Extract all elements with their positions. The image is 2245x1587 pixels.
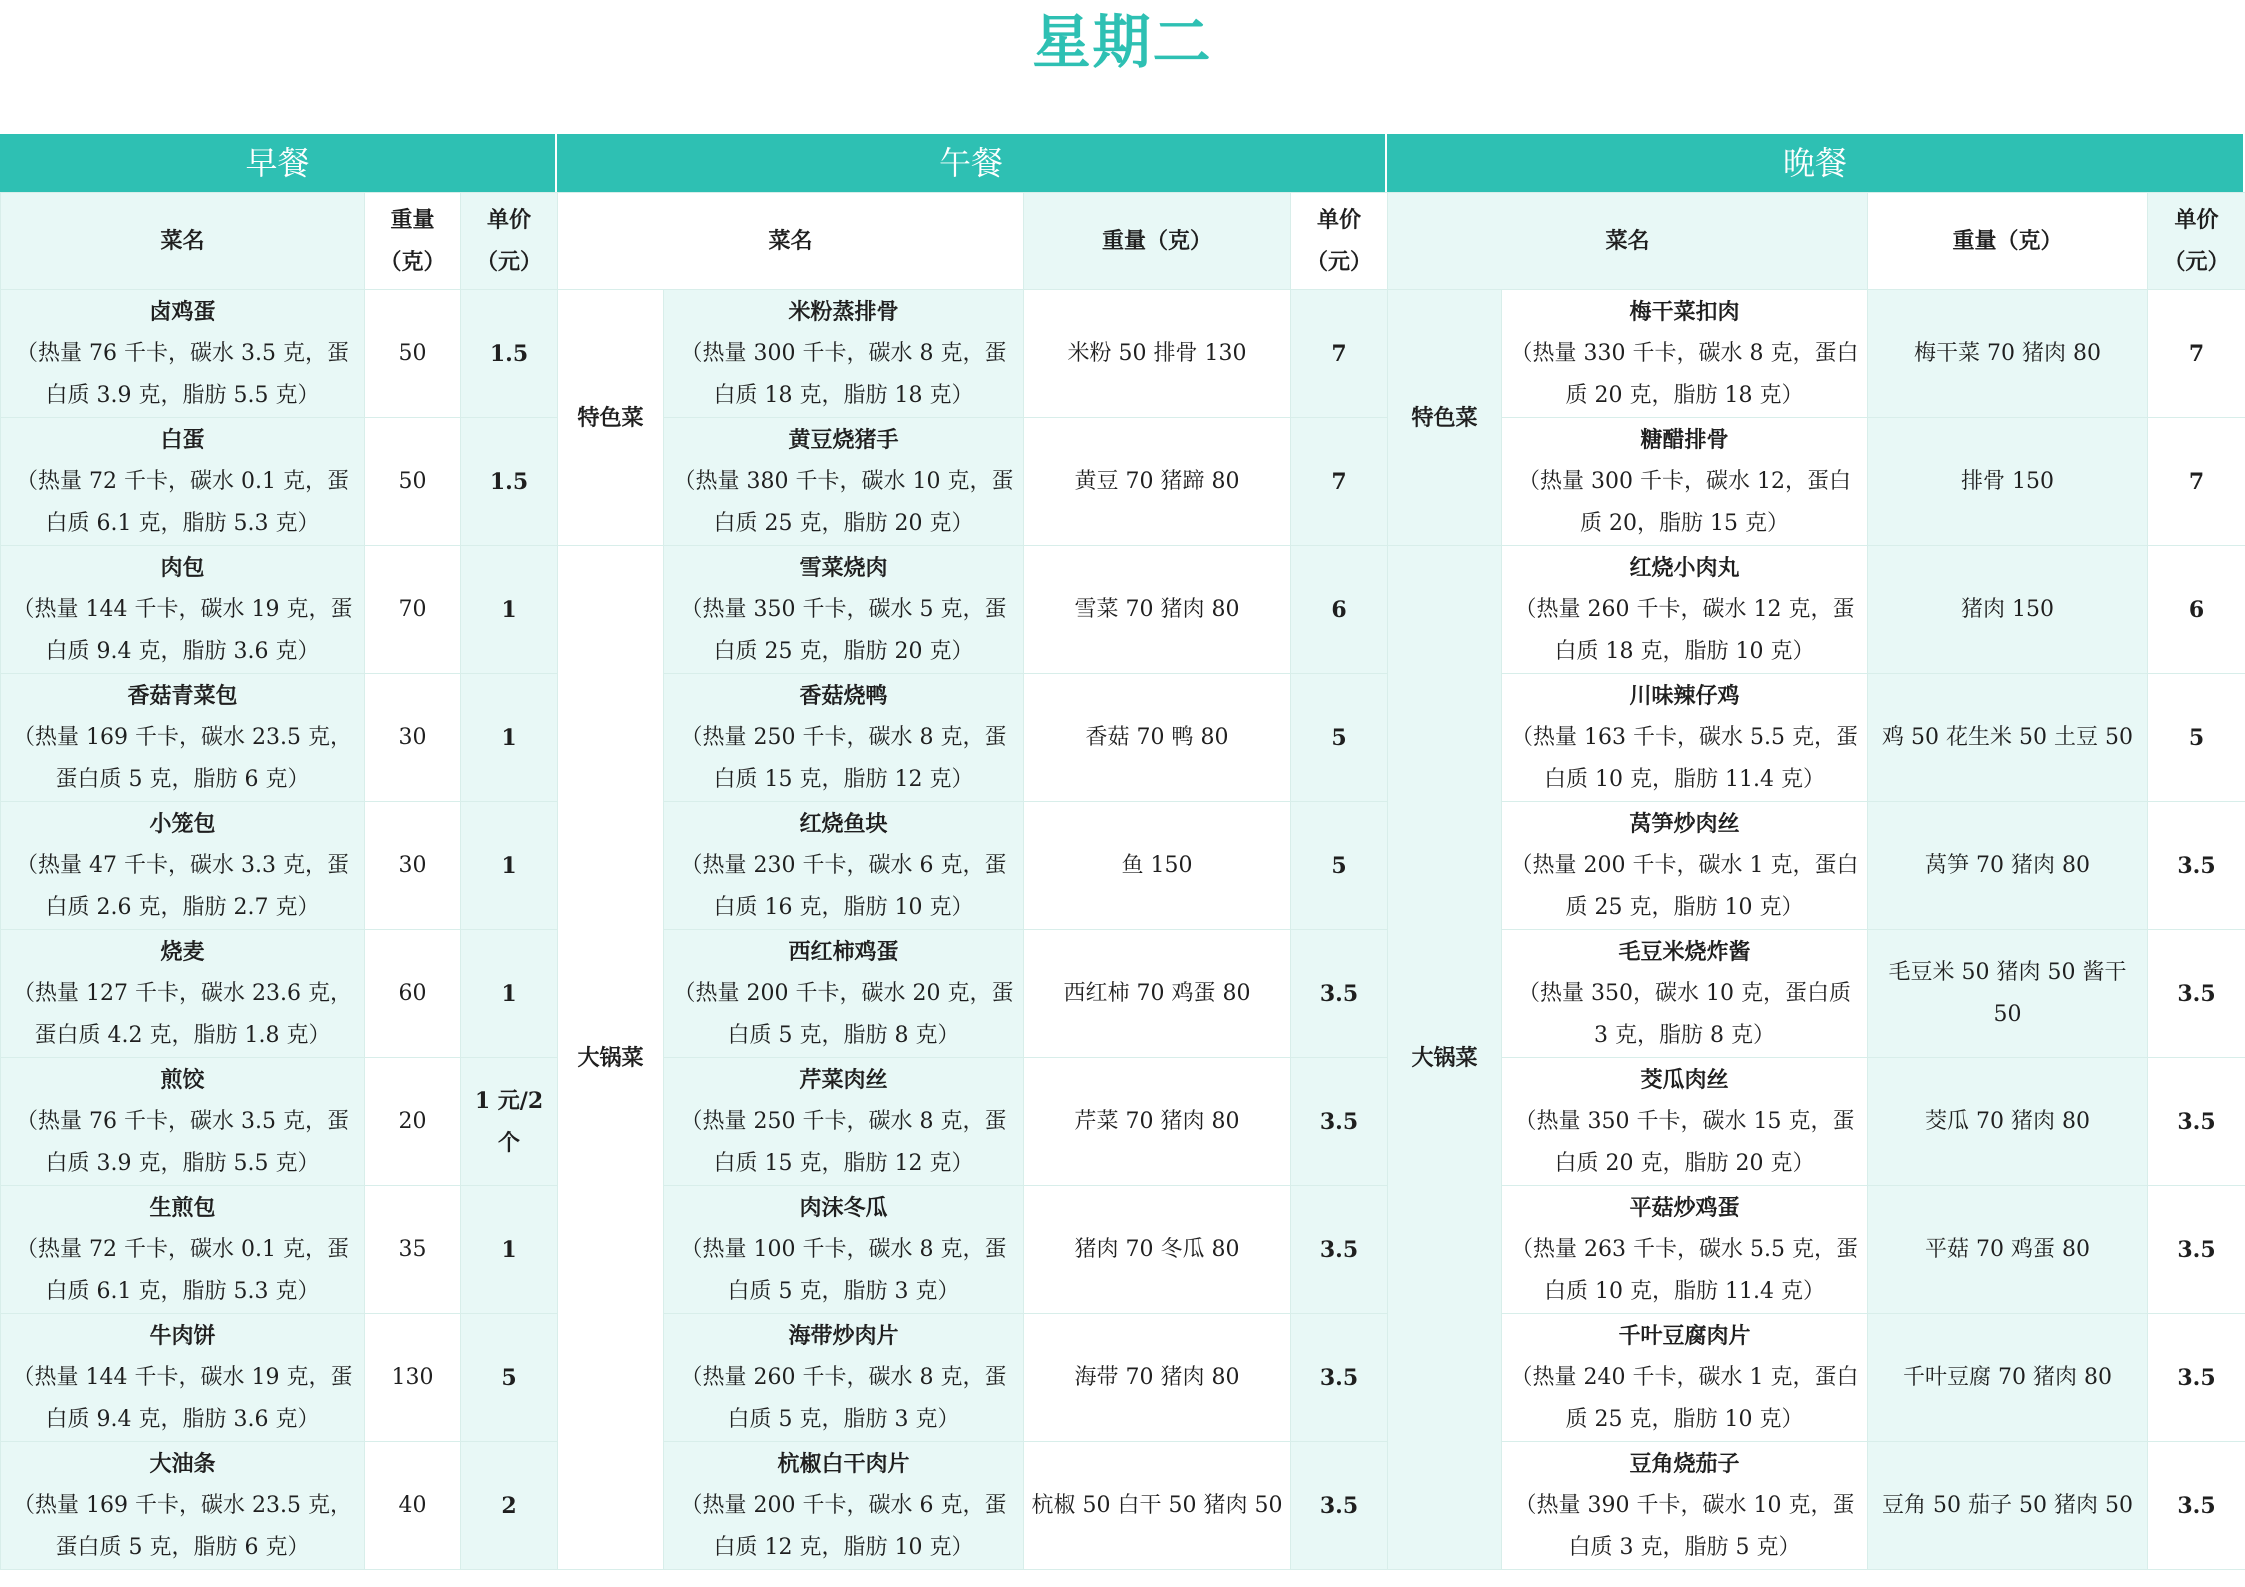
weight-cell: 猪肉 70 冬瓜 80 — [1024, 1186, 1291, 1314]
price-cell: 1.5 — [461, 290, 558, 418]
dish-nutrition: （热量 240 千卡，碳水 1 克，蛋白质 25 克，脂肪 10 克） — [1510, 1364, 1859, 1432]
table-row — [558, 1058, 1388, 1186]
weight-cell: 50 — [365, 290, 461, 418]
dish-cell — [1502, 674, 1868, 802]
weight-cell: 梅干菜 70 猪肉 80 — [1868, 290, 2148, 418]
breakfast-col-name: 菜名 — [1, 193, 365, 290]
price-cell: 2 — [461, 1442, 558, 1570]
breakfast-col-price: 单价（元） — [461, 193, 558, 290]
price-cell: 3.5 — [1291, 1314, 1388, 1442]
page-title: 星期二 — [1032, 8, 1213, 76]
dish-cell — [1, 1442, 365, 1570]
dish-name: 茭瓜肉丝 — [1640, 1066, 1729, 1093]
dish-nutrition: （热量 350 千卡，碳水 5 克，蛋白质 25 克，脂肪 20 克） — [680, 596, 1007, 664]
dish-nutrition: （热量 250 千卡，碳水 8 克，蛋白质 15 克，脂肪 12 克） — [680, 724, 1007, 792]
dish-cell — [664, 1186, 1024, 1314]
dish-nutrition: （热量 260 千卡，碳水 8 克，蛋白质 5 克，脂肪 3 克） — [680, 1364, 1007, 1432]
dish-name: 卤鸡蛋 — [149, 298, 216, 325]
dish-cell — [1502, 1442, 1868, 1570]
dish-cell — [664, 802, 1024, 930]
weight-cell: 西红柿 70 鸡蛋 80 — [1024, 930, 1291, 1058]
dish-name: 牛肉饼 — [149, 1322, 216, 1349]
dish-nutrition: （热量 300 千卡，碳水 12，蛋白质 20，脂肪 15 克） — [1518, 468, 1851, 536]
price-cell: 5 — [461, 1314, 558, 1442]
price-cell: 7 — [1291, 418, 1388, 546]
dish-cell — [1502, 290, 1868, 418]
dish-name: 西红柿鸡蛋 — [788, 938, 899, 965]
price-cell: 3.5 — [2148, 802, 2245, 930]
dish-name: 米粉蒸排骨 — [788, 298, 899, 325]
price-cell: 6 — [2148, 546, 2245, 674]
table-row — [1, 1314, 558, 1442]
dish-cell — [1502, 1314, 1868, 1442]
dish-nutrition: （热量 169 千卡，碳水 23.5 克，蛋白质 5 克，脂肪 6 克） — [13, 1492, 352, 1560]
price-cell: 3.5 — [2148, 1314, 2245, 1442]
dish-cell — [1, 674, 365, 802]
dish-name: 梅干菜扣肉 — [1629, 298, 1740, 325]
price-cell: 3.5 — [1291, 930, 1388, 1058]
dish-nutrition: （热量 72 千卡，碳水 0.1 克，蛋白质 6.1 克，脂肪 5.3 克） — [16, 1236, 349, 1304]
table-row — [1388, 546, 2245, 674]
dish-cell — [1, 1186, 365, 1314]
dish-cell — [1502, 546, 1868, 674]
weight-cell: 50 — [365, 418, 461, 546]
dish-name: 雪菜烧肉 — [799, 554, 888, 581]
table-row — [558, 1314, 1388, 1442]
dish-name: 肉沫冬瓜 — [799, 1194, 888, 1221]
dish-cell — [1502, 418, 1868, 546]
table-row — [1, 1186, 558, 1314]
table-row — [1388, 1058, 2245, 1186]
table-row — [1, 418, 558, 546]
dish-nutrition: （热量 230 千卡，碳水 6 克，蛋白质 16 克，脂肪 10 克） — [680, 852, 1007, 920]
dish-cell — [664, 1442, 1024, 1570]
breakfast-section — [0, 134, 557, 1570]
weight-cell: 雪菜 70 猪肉 80 — [1024, 546, 1291, 674]
dish-name: 红烧鱼块 — [799, 810, 888, 837]
dish-nutrition: （热量 163 千卡，碳水 5.5 克，蛋白质 10 克，脂肪 11.4 克） — [1511, 724, 1858, 792]
weight-cell: 茭瓜 70 猪肉 80 — [1868, 1058, 2148, 1186]
table-row — [1, 802, 558, 930]
dinner-heading: 晚餐 — [1387, 134, 2245, 192]
price-cell: 5 — [1291, 674, 1388, 802]
dish-nutrition: （热量 144 千卡，碳水 19 克，蛋白质 9.4 克，脂肪 3.6 克） — [12, 596, 353, 664]
price-cell: 7 — [2148, 418, 2245, 546]
table-row — [1, 930, 558, 1058]
dinner-col-name: 菜名 — [1388, 193, 1868, 290]
breakfast-table — [0, 192, 558, 1570]
weight-cell: 20 — [365, 1058, 461, 1186]
dish-cell — [1, 1058, 365, 1186]
lunch-table — [557, 192, 1388, 1570]
dish-cell — [1, 418, 365, 546]
dish-nutrition: （热量 200 千卡，碳水 6 克，蛋白质 12 克，脂肪 10 克） — [680, 1492, 1007, 1560]
price-cell: 3.5 — [2148, 930, 2245, 1058]
dish-name: 千叶豆腐肉片 — [1618, 1322, 1751, 1349]
dish-cell — [664, 418, 1024, 546]
category-special: 特色菜 — [558, 290, 664, 546]
table-row — [558, 1442, 1388, 1570]
table-row — [1388, 930, 2245, 1058]
dish-cell — [664, 674, 1024, 802]
weight-cell: 猪肉 150 — [1868, 546, 2148, 674]
price-cell: 3.5 — [2148, 1186, 2245, 1314]
dish-name: 小笼包 — [149, 810, 216, 837]
table-row — [1388, 674, 2245, 802]
price-cell: 5 — [2148, 674, 2245, 802]
dish-nutrition: （热量 127 千卡，碳水 23.6 克，蛋白质 4.2 克，脂肪 1.8 克） — [13, 980, 352, 1048]
lunch-col-name: 菜名 — [558, 193, 1024, 290]
weight-cell: 莴笋 70 猪肉 80 — [1868, 802, 2148, 930]
dish-name: 肉包 — [160, 554, 205, 581]
price-cell: 5 — [1291, 802, 1388, 930]
dish-nutrition: （热量 260 千卡，碳水 12 克，蛋白质 18 克，脂肪 10 克） — [1514, 596, 1855, 664]
dinner-section — [1387, 134, 2245, 1570]
price-cell: 1 元/2 个 — [461, 1058, 558, 1186]
price-cell: 1 — [461, 1186, 558, 1314]
dish-nutrition: （热量 47 千卡，碳水 3.3 克，蛋白质 2.6 克，脂肪 2.7 克） — [16, 852, 349, 920]
price-cell: 3.5 — [1291, 1186, 1388, 1314]
dish-name: 煎饺 — [160, 1066, 205, 1093]
dish-nutrition: （热量 250 千卡，碳水 8 克，蛋白质 15 克，脂肪 12 克） — [680, 1108, 1007, 1176]
price-cell: 3.5 — [2148, 1442, 2245, 1570]
dish-name: 平菇炒鸡蛋 — [1629, 1194, 1740, 1221]
lunch-heading: 午餐 — [557, 134, 1387, 192]
table-row — [558, 418, 1388, 546]
table-row — [558, 674, 1388, 802]
dinner-col-price: 单价（元） — [2148, 193, 2245, 290]
table-row — [1388, 290, 2245, 418]
dish-cell — [664, 546, 1024, 674]
weight-cell: 千叶豆腐 70 猪肉 80 — [1868, 1314, 2148, 1442]
dish-cell — [1, 1314, 365, 1442]
dish-name: 香菇烧鸭 — [799, 682, 888, 709]
price-cell: 7 — [2148, 290, 2245, 418]
weight-cell: 35 — [365, 1186, 461, 1314]
dish-nutrition: （热量 72 千卡，碳水 0.1 克，蛋白质 6.1 克，脂肪 5.3 克） — [16, 468, 349, 536]
price-cell: 3.5 — [1291, 1058, 1388, 1186]
price-cell: 1 — [461, 930, 558, 1058]
category-special: 特色菜 — [1388, 290, 1502, 546]
weight-cell: 杭椒 50 白干 50 猪肉 50 — [1024, 1442, 1291, 1570]
dish-nutrition: （热量 350 千卡，碳水 15 克，蛋白质 20 克，脂肪 20 克） — [1514, 1108, 1855, 1176]
dish-nutrition: （热量 169 千卡，碳水 23.5 克，蛋白质 5 克，脂肪 6 克） — [13, 724, 352, 792]
dish-name: 川味辣仔鸡 — [1629, 682, 1740, 709]
dish-name: 红烧小肉丸 — [1629, 554, 1740, 581]
dish-nutrition: （热量 263 千卡，碳水 5.5 克，蛋白质 10 克，脂肪 11.4 克） — [1511, 1236, 1858, 1304]
dish-nutrition: （热量 390 千卡，碳水 10 克，蛋白质 3 克，脂肪 5 克） — [1514, 1492, 1855, 1560]
dish-nutrition: （热量 350，碳水 10 克，蛋白质 3 克，脂肪 8 克） — [1518, 980, 1851, 1048]
price-cell: 7 — [1291, 290, 1388, 418]
table-row — [558, 930, 1388, 1058]
dish-name: 白蛋 — [160, 426, 205, 453]
weight-cell: 芹菜 70 猪肉 80 — [1024, 1058, 1291, 1186]
dish-name: 海带炒肉片 — [788, 1322, 899, 1349]
price-cell: 3.5 — [2148, 1058, 2245, 1186]
category-pot: 大锅菜 — [558, 546, 664, 1570]
dish-nutrition: （热量 330 千卡，碳水 8 克，蛋白质 20 克，脂肪 18 克） — [1510, 340, 1859, 408]
dish-name: 豆角烧茄子 — [1629, 1450, 1740, 1477]
dish-cell — [1, 802, 365, 930]
dish-cell — [1502, 802, 1868, 930]
dish-nutrition: （热量 76 千卡，碳水 3.5 克，蛋白质 3.9 克，脂肪 5.5 克） — [16, 340, 349, 408]
dish-cell — [1502, 1058, 1868, 1186]
weight-cell: 毛豆米 50 猪肉 50 酱干 50 — [1868, 930, 2148, 1058]
table-row — [558, 546, 1388, 674]
table-row — [1388, 1186, 2245, 1314]
dish-cell — [1502, 930, 1868, 1058]
dish-name: 莴笋炒肉丝 — [1629, 810, 1740, 837]
dish-name: 香菇青菜包 — [127, 682, 238, 709]
dish-name: 烧麦 — [160, 938, 205, 965]
weight-cell: 排骨 150 — [1868, 418, 2148, 546]
dish-name: 黄豆烧猪手 — [788, 426, 899, 453]
breakfast-heading: 早餐 — [0, 134, 557, 192]
table-row — [558, 802, 1388, 930]
dish-name: 毛豆米烧炸酱 — [1618, 938, 1751, 965]
table-row — [1, 546, 558, 674]
table-row — [1, 1058, 558, 1186]
lunch-col-price: 单价（元） — [1291, 193, 1388, 290]
price-cell: 1 — [461, 674, 558, 802]
lunch-section — [557, 134, 1387, 1570]
lunch-col-weight: 重量（克） — [1024, 193, 1291, 290]
dish-name: 芹菜肉丝 — [799, 1066, 888, 1093]
dish-name: 糖醋排骨 — [1640, 426, 1729, 453]
dish-cell — [1, 290, 365, 418]
category-pot: 大锅菜 — [1388, 546, 1502, 1570]
breakfast-col-weight: 重量（克） — [365, 193, 461, 290]
dish-nutrition: （热量 100 千卡，碳水 8 克，蛋白质 5 克，脂肪 3 克） — [680, 1236, 1007, 1304]
price-cell: 1 — [461, 546, 558, 674]
weight-cell: 鸡 50 花生米 50 土豆 50 — [1868, 674, 2148, 802]
dish-cell — [664, 1314, 1024, 1442]
weight-cell: 豆角 50 茄子 50 猪肉 50 — [1868, 1442, 2148, 1570]
weight-cell: 70 — [365, 546, 461, 674]
table-row — [1, 290, 558, 418]
weight-cell: 海带 70 猪肉 80 — [1024, 1314, 1291, 1442]
weight-cell: 60 — [365, 930, 461, 1058]
table-row — [558, 290, 1388, 418]
weight-cell: 平菇 70 鸡蛋 80 — [1868, 1186, 2148, 1314]
dish-cell — [664, 290, 1024, 418]
dish-cell — [1, 546, 365, 674]
dish-cell — [1, 930, 365, 1058]
dinner-col-weight: 重量（克） — [1868, 193, 2148, 290]
dish-nutrition: （热量 76 千卡，碳水 3.5 克，蛋白质 3.9 克，脂肪 5.5 克） — [16, 1108, 349, 1176]
weight-cell: 30 — [365, 802, 461, 930]
weight-cell: 黄豆 70 猪蹄 80 — [1024, 418, 1291, 546]
weight-cell: 米粉 50 排骨 130 — [1024, 290, 1291, 418]
dish-nutrition: （热量 380 千卡，碳水 10 克，蛋白质 25 克，脂肪 20 克） — [673, 468, 1014, 536]
price-cell: 3.5 — [1291, 1442, 1388, 1570]
dish-name: 生煎包 — [149, 1194, 216, 1221]
dish-cell — [664, 1058, 1024, 1186]
dish-nutrition: （热量 200 千卡，碳水 20 克，蛋白质 5 克，脂肪 8 克） — [673, 980, 1014, 1048]
weight-cell: 香菇 70 鸭 80 — [1024, 674, 1291, 802]
table-row — [1, 674, 558, 802]
weight-cell: 40 — [365, 1442, 461, 1570]
table-row — [1388, 418, 2245, 546]
table-row — [1, 1442, 558, 1570]
dish-cell — [1502, 1186, 1868, 1314]
weight-cell: 130 — [365, 1314, 461, 1442]
table-row — [1388, 802, 2245, 930]
dish-name: 杭椒白干肉片 — [777, 1450, 910, 1477]
dish-cell — [664, 930, 1024, 1058]
dish-nutrition: （热量 300 千卡，碳水 8 克，蛋白质 18 克，脂肪 18 克） — [680, 340, 1007, 408]
price-cell: 1.5 — [461, 418, 558, 546]
dish-nutrition: （热量 200 千卡，碳水 1 克，蛋白质 25 克，脂肪 10 克） — [1510, 852, 1859, 920]
table-row — [1388, 1442, 2245, 1570]
weight-cell: 鱼 150 — [1024, 802, 1291, 930]
dish-nutrition: （热量 144 千卡，碳水 19 克，蛋白质 9.4 克，脂肪 3.6 克） — [12, 1364, 353, 1432]
price-cell: 1 — [461, 802, 558, 930]
dish-name: 大油条 — [149, 1450, 216, 1477]
dinner-table — [1387, 192, 2245, 1570]
table-row — [1388, 1314, 2245, 1442]
weight-cell: 30 — [365, 674, 461, 802]
table-row — [558, 1186, 1388, 1314]
price-cell: 6 — [1291, 546, 1388, 674]
